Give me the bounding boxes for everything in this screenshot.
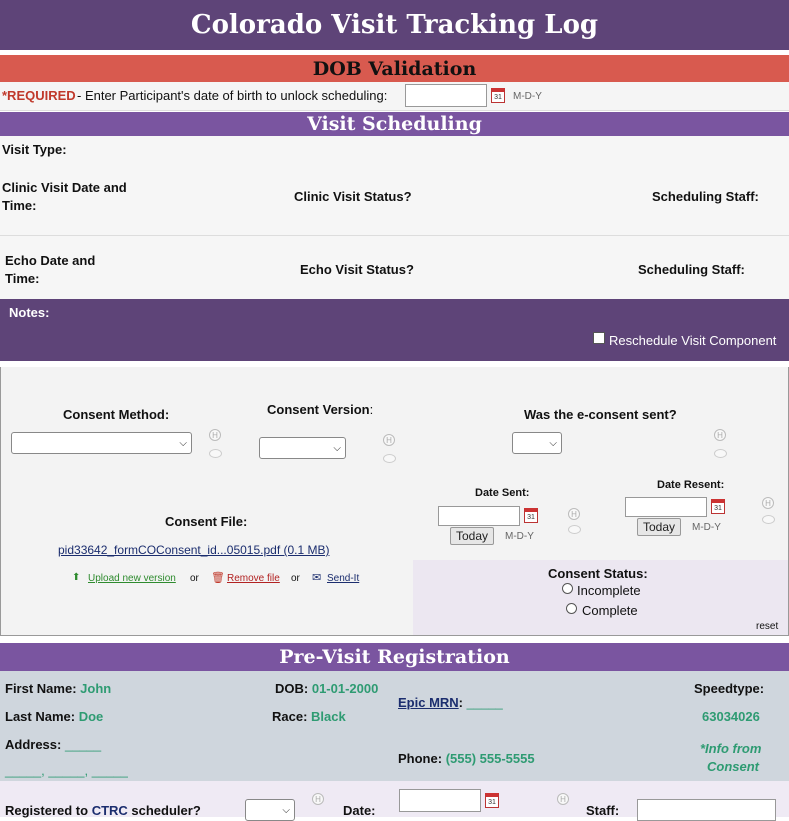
envelope-icon[interactable]: ✉	[312, 572, 322, 584]
ctrc-link[interactable]: CTRC	[91, 803, 128, 818]
registered-label	[5, 803, 201, 818]
calendar-icon[interactable]: 31	[491, 88, 505, 103]
consent-version-text: Consent Version	[267, 402, 370, 417]
date-resent-format-hint: M-D-Y	[692, 522, 721, 533]
previsit-panel	[0, 671, 789, 781]
address-row	[5, 737, 101, 752]
phone-label: Phone:	[398, 751, 443, 766]
esent-label: Was the e-consent sent?	[524, 407, 677, 422]
echo-date-label-l2: Time:	[5, 271, 40, 286]
reschedule-checkbox[interactable]	[593, 332, 605, 344]
consent-version-select[interactable]: ⌵	[259, 437, 346, 459]
comment-icon[interactable]	[568, 525, 581, 534]
history-icon[interactable]: H	[209, 429, 221, 441]
trash-icon[interactable]: 🗑	[211, 572, 225, 584]
last-name-label: Last Name:	[5, 709, 76, 724]
comment-icon[interactable]	[762, 515, 775, 524]
calendar-icon[interactable]: 31	[711, 499, 725, 514]
consent-method-label: Consent Method:	[63, 407, 170, 422]
dob-value: 01-01-2000	[311, 681, 379, 696]
address-line2: _____, _____, _____	[5, 763, 128, 778]
remove-file-link[interactable]: Remove file	[227, 573, 280, 584]
last-name-value: Doe	[78, 709, 104, 724]
reschedule-label: Reschedule Visit Component	[609, 333, 777, 348]
visit-scheduling-panel	[0, 136, 789, 299]
registered-prefix: Registered to	[5, 803, 92, 818]
esent-select[interactable]: ⌵	[512, 432, 562, 454]
notes-label: Notes:	[9, 305, 50, 320]
staff-input[interactable]	[637, 799, 776, 821]
calendar-icon[interactable]: 31	[524, 508, 538, 523]
date-label: Date:	[343, 803, 376, 818]
history-icon[interactable]: H	[383, 434, 395, 446]
info-from-consent-l2: Consent	[707, 759, 759, 774]
dob-input[interactable]	[405, 84, 487, 107]
complete-radio[interactable]	[566, 603, 577, 614]
required-label: *REQUIRED	[2, 88, 76, 103]
echo-staff-label: Scheduling Staff:	[638, 262, 745, 277]
dob-row	[0, 82, 789, 111]
or-text: or	[190, 573, 199, 584]
date-resent-input[interactable]	[625, 497, 707, 517]
clinic-date-label-l2: Time:	[2, 198, 37, 213]
race-value: Black	[311, 709, 346, 724]
consent-status-panel	[413, 560, 788, 635]
staff-label: Staff:	[586, 803, 620, 818]
clinic-status-label: Clinic Visit Status?	[294, 189, 412, 204]
registered-suffix: scheduler?	[127, 803, 201, 818]
date-sent-input[interactable]	[438, 506, 520, 526]
phone-row	[398, 751, 535, 766]
history-icon[interactable]: H	[568, 508, 580, 520]
complete-label: Complete	[582, 603, 638, 618]
incomplete-label: Incomplete	[577, 583, 641, 598]
clinic-date-label-l1: Clinic Visit Date and	[2, 180, 127, 195]
phone-value: (555) 555-5555	[445, 751, 535, 766]
send-it-link[interactable]: Send-It	[327, 573, 360, 584]
registration-date-input[interactable]	[399, 789, 481, 812]
date-sent-format-hint: M-D-Y	[505, 531, 534, 542]
upload-icon[interactable]: ⬆	[72, 572, 81, 583]
page-title: Colorado Visit Tracking Log	[0, 0, 789, 50]
notes-panel	[0, 299, 789, 361]
history-icon[interactable]: H	[312, 793, 324, 805]
last-name-row	[5, 709, 103, 724]
previsit-header: Pre-Visit Registration	[0, 643, 789, 671]
history-icon[interactable]: H	[762, 497, 774, 509]
consent-method-select[interactable]: ⌵	[11, 432, 192, 454]
speedtype-label: Speedtype:	[694, 681, 765, 696]
consent-status-label: Consent Status:	[548, 566, 648, 581]
consent-version-colon: :	[369, 402, 374, 417]
upload-new-version-link[interactable]: Upload new version	[88, 573, 176, 584]
date-resent-label: Date Resent:	[657, 479, 725, 491]
date-sent-label: Date Sent:	[475, 487, 530, 499]
epic-mrn-link[interactable]: Epic MRN	[398, 695, 459, 710]
reset-link[interactable]: reset	[756, 621, 779, 632]
comment-icon[interactable]	[714, 449, 727, 458]
consent-file-link[interactable]: pid33642_formCOConsent_id...05015.pdf (0.1 MB)	[58, 543, 330, 557]
epic-mrn-colon: :	[458, 695, 464, 710]
date-resent-today-button[interactable]: Today	[637, 518, 681, 536]
clinic-staff-label: Scheduling Staff:	[652, 189, 759, 204]
date-sent-today-button[interactable]: Today	[450, 527, 494, 545]
history-icon[interactable]: H	[557, 793, 569, 805]
consent-file-label: Consent File:	[165, 514, 248, 529]
visit-type-label: Visit Type:	[2, 142, 67, 157]
registered-select[interactable]: ⌵	[245, 799, 295, 821]
consent-version-label	[267, 402, 373, 417]
dob-label: DOB:	[275, 681, 309, 696]
comment-icon[interactable]	[209, 449, 222, 458]
divider	[0, 235, 789, 236]
comment-icon[interactable]	[383, 454, 396, 463]
echo-status-label: Echo Visit Status?	[300, 262, 414, 277]
incomplete-radio[interactable]	[562, 583, 573, 594]
calendar-icon[interactable]: 31	[485, 793, 499, 808]
dob-instruction: - Enter Participant's date of birth to unlock scheduling:	[77, 88, 388, 103]
echo-date-label-l1: Echo Date and	[5, 253, 96, 268]
history-icon[interactable]: H	[714, 429, 726, 441]
race-row	[272, 709, 346, 724]
first-name-row	[5, 681, 111, 696]
dob-validation-header: DOB Validation	[0, 55, 789, 82]
speedtype-value: 63034026	[702, 709, 760, 724]
or-text: or	[291, 573, 300, 584]
registration-row	[0, 781, 789, 817]
first-name-value: John	[80, 681, 112, 696]
info-from-consent-l1: *Info from	[700, 741, 762, 756]
address-label: Address:	[5, 737, 62, 752]
address-value: _____	[64, 737, 102, 752]
race-label: Race:	[272, 709, 308, 724]
dob-row-previsit	[275, 681, 378, 696]
dob-format-hint: M-D-Y	[513, 91, 542, 102]
first-name-label: First Name:	[5, 681, 77, 696]
epic-mrn-row	[398, 695, 503, 710]
visit-scheduling-header: Visit Scheduling	[0, 112, 789, 136]
epic-mrn-value: _____	[466, 695, 503, 710]
